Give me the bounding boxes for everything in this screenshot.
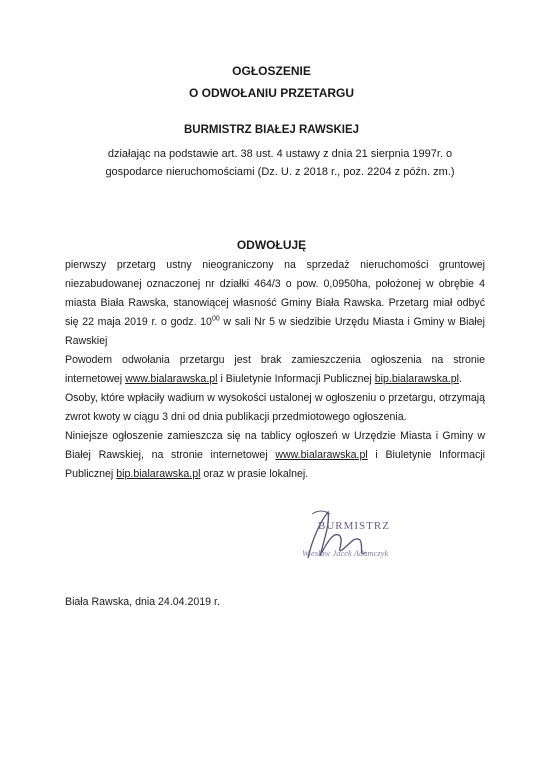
- signature-stamp-name: Wiesław Jacek Adamczyk: [302, 548, 389, 558]
- document-subtitle: O ODWOŁANIU PRZETARGU: [188, 86, 355, 100]
- website-link[interactable]: www.bialarawska.pl: [125, 373, 218, 385]
- text-span: w sali Nr 5 w siedzibie Urzędu Miasta i Gminy w Białej Rawskiej: [65, 316, 485, 347]
- paragraph-reason: [65, 351, 485, 389]
- bip-link[interactable]: bip.bialarawska.pl: [374, 373, 459, 385]
- text-span: pierwszy przetarg ustny nieograniczony na sprzedaż nieruchomości gruntowej niezabudowanej oznaczonej nr działki 464/3 o pow. 0,0950ha, położonej w obrębie 4 miasta Biała Rawska, stanowiącej własność Gminy Biała Rawska. Przetarg miał odbyć się 22 maja 2019 r. o godz. 10: [65, 259, 485, 328]
- announcement-body: [65, 256, 485, 484]
- document-title: OGŁOSZENIE: [232, 64, 311, 78]
- legal-basis: [60, 145, 500, 181]
- text-span: Powodem odwołania przetargu jest brak zamieszczenia ogłoszenia na stronie internetowej: [65, 354, 485, 385]
- legal-basis-line: gospodarce nieruchomościami (Dz. U. z 2018 r., poz. 2204 z późn. zm.): [105, 166, 455, 178]
- document-date: Biała Rawska, dnia 24.04.2019 r.: [65, 596, 220, 608]
- paragraph-deposit-refund: Osoby, które wpłaciły wadium w wysokości ustalonej w ogłoszeniu o przetargu, otrzymają zwrot kwoty w ciągu 3 dni od dnia publikacji przedmiotowego ogłoszenia.: [65, 392, 485, 423]
- paragraph-auction-details: [65, 256, 485, 351]
- decision-heading: ODWOŁUJĘ: [236, 238, 307, 252]
- text-span: i Biuletynie Informacji Publicznej: [65, 449, 485, 480]
- legal-basis-line: działając na podstawie art. 38 ust. 4 ustawy z dnia 21 sierpnia 1997r. o: [107, 148, 453, 160]
- issuing-authority: BURMISTRZ BIAŁEJ RAWSKIEJ: [183, 124, 360, 136]
- time-superscript: 00: [211, 315, 220, 323]
- website-link[interactable]: www.bialarawska.pl: [275, 449, 368, 461]
- signature-stamp-title: BURMISTRZ: [318, 520, 390, 532]
- handwritten-signature: [290, 500, 430, 575]
- text-span: i Biuletynie Informacji Publicznej: [217, 373, 375, 385]
- text-span: .: [458, 373, 462, 385]
- text-span: oraz w prasie lokalnej.: [200, 468, 309, 480]
- bip-link[interactable]: bip.bialarawska.pl: [116, 468, 201, 480]
- text-span: Niniejsze ogłoszenie zamieszcza się na tablicy ogłoszeń w Urzędzie Miasta i Gminy w Białej Rawskiej, na stronie internetowej: [65, 430, 485, 461]
- paragraph-publication: [65, 427, 485, 484]
